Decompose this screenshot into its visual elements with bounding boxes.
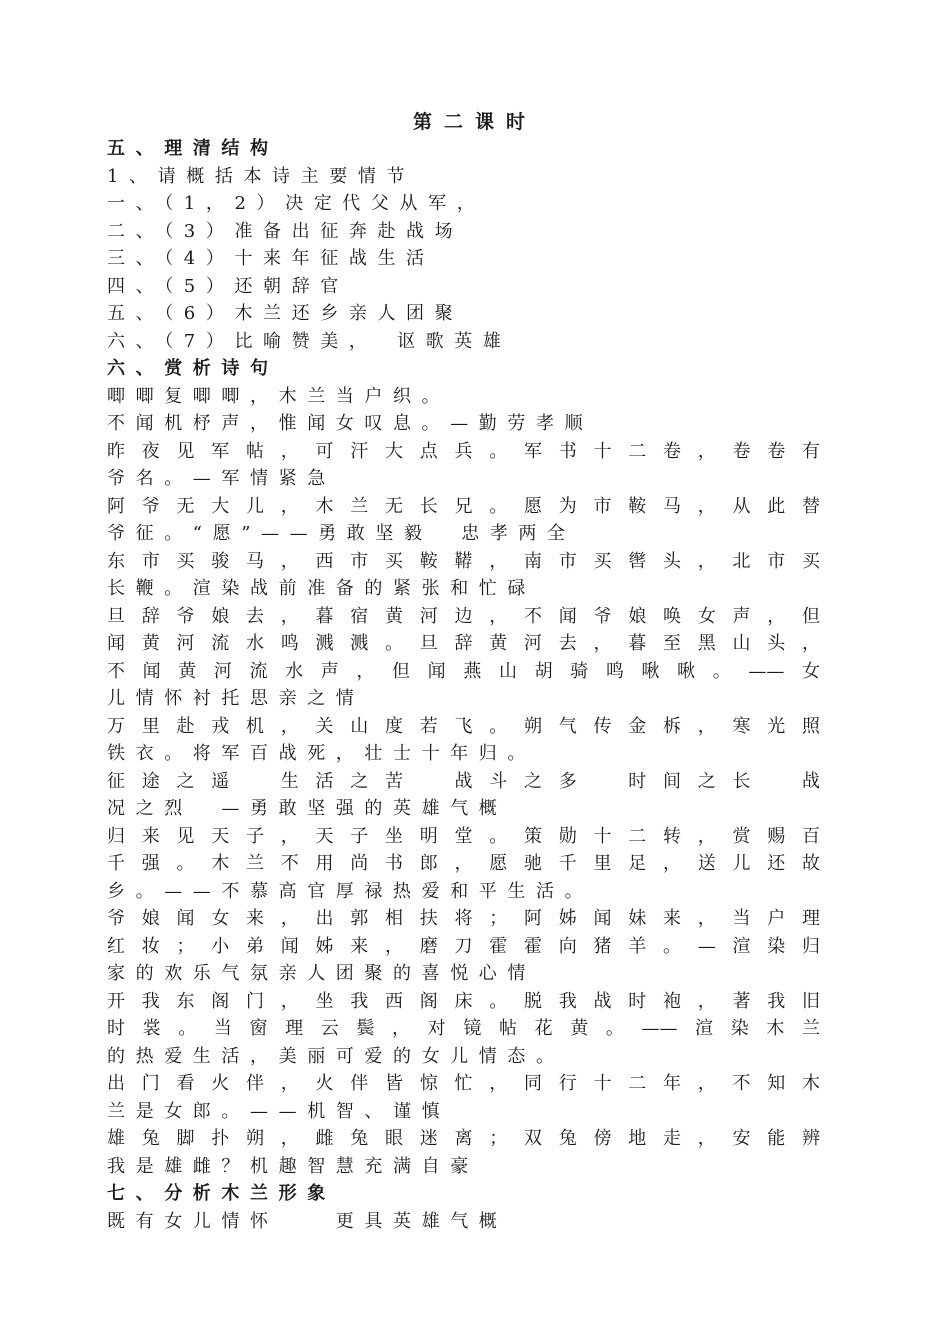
text-line: 兰是女郎。——机智、谨慎 — [107, 1100, 451, 1122]
text-line: 闻黄河流水鸣溅溅。旦辞黄河去，暮至黑山头， — [107, 633, 820, 654]
section-heading: 六、赏析诗句 — [107, 358, 279, 379]
text-line: 二、（3）准备出征奔赴战场 — [107, 220, 464, 242]
text-line: 三、（4）十来年征战生活 — [107, 248, 435, 269]
text-line: 铁衣。将军百战死，壮士十年归。 — [107, 743, 536, 764]
section-heading: 七、分析木兰形象 — [107, 1183, 336, 1204]
text-line: 千强。木兰不用尚书郎，愿驰千里足，送儿还故 — [107, 853, 820, 874]
text-line: 时裳。当窗理云鬓，对镜帖花黄。——渲染木兰 — [107, 1018, 820, 1039]
text-line: 六、（7）比喻赞美， 讴歌英雄 — [107, 330, 512, 352]
text-line: 昨夜见军帖，可汗大点兵。军书十二卷，卷卷有 — [107, 440, 820, 462]
page-title: 第二课时 — [412, 111, 537, 133]
text-line: 东市买骏马，西市买鞍鞯，南市买辔头，北市买 — [107, 550, 820, 572]
text-line: 爷征。“愿”——勇敢坚毅 忠孝两全 — [107, 523, 576, 544]
text-line: 旦辞爷娘去，暮宿黄河边，不闻爷娘唤女声，但 — [107, 605, 820, 627]
text-line: 万里赴戎机，关山度若飞。朔气传金柝，寒光照 — [107, 715, 820, 737]
text-line: 不闻机杼声，惟闻女叹息。—勤劳孝顺 — [107, 413, 594, 434]
text-line: 五、（6）木兰还乡亲人团聚 — [107, 303, 464, 324]
text-line: 长鞭。渲染战前准备的紧张和忙碌 — [107, 578, 536, 599]
text-line: 征途之遥 生活之苦 战斗之多 时间之长 战 — [107, 770, 820, 792]
text-line: 雄兔脚扑朔，雌兔眼迷离；双兔傍地走，安能辨 — [107, 1128, 820, 1149]
text-line: 四、（5）还朝辞官 — [107, 275, 349, 297]
text-line: 归来见天子，天子坐明堂。策勋十二转，赏赐百 — [107, 825, 820, 847]
text-line: 唧唧复唧唧，木兰当户织。 — [107, 385, 451, 407]
text-line: 爷娘闻女来，出郭相扶将；阿姊闻妹来，当户理 — [107, 908, 820, 929]
text-line: 不闻黄河流水声，但闻燕山胡骑鸣啾啾。——女 — [107, 660, 820, 682]
text-line: 乡。——不慕高官厚禄热爱和平生活。 — [107, 880, 594, 902]
text-line: 既有女儿情怀 更具英雄气概 — [107, 1210, 508, 1232]
text-line: 1、请概括本诗主要情节 — [107, 165, 416, 187]
text-line: 爷名。—军情紧急 — [107, 468, 336, 489]
text-line: 的热爱生活，美丽可爱的女儿情态。 — [107, 1045, 565, 1067]
text-line: 一、（1，2）决定代父从军， — [107, 193, 486, 214]
text-line: 我是雄雌？机趣智慧充满自豪 — [107, 1155, 479, 1177]
text-line: 阿爷无大儿，木兰无长兄。愿为市鞍马，从此替 — [107, 495, 820, 517]
text-line: 红妆；小弟闻姊来，磨刀霍霍向猪羊。—渲染归 — [107, 935, 820, 957]
text-line: 况之烈 —勇敢坚强的英雄气概 — [107, 798, 508, 819]
text-line: 出门看火伴，火伴皆惊忙，同行十二年，不知木 — [107, 1073, 820, 1094]
section-heading: 五、理清结构 — [107, 138, 279, 159]
text-line: 开我东阁门，坐我西阁床。脱我战时袍，著我旧 — [107, 990, 820, 1012]
text-line: 家的欢乐气氛亲人团聚的喜悦心情 — [107, 963, 536, 984]
document-body — [107, 135, 820, 1235]
text-line: 儿情怀衬托思亲之情 — [107, 688, 365, 709]
